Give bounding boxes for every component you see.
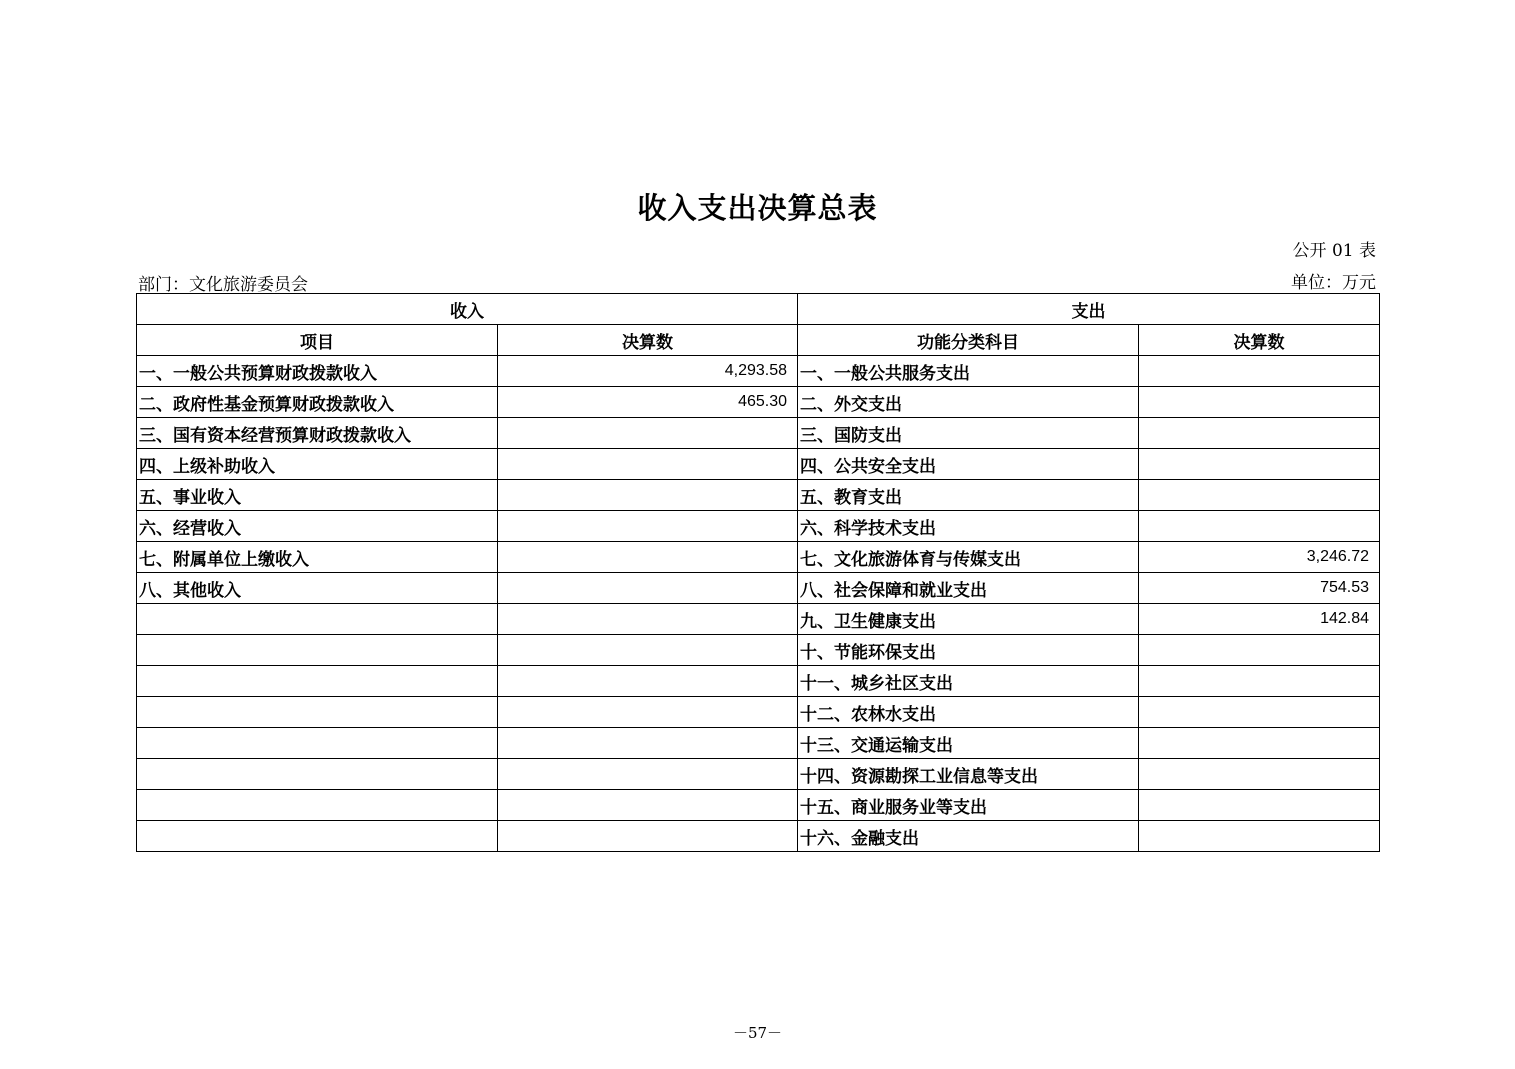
table-row <box>137 821 1380 852</box>
func-category-header: 功能分类科目 <box>798 325 1139 356</box>
table-row <box>137 790 1380 821</box>
expense-amount-cell: 754.53 <box>1139 573 1380 604</box>
income-amount-cell <box>498 542 798 573</box>
income-amount-cell <box>498 604 798 635</box>
expense-amount-cell <box>1139 697 1380 728</box>
expense-item-cell: 十二、农林水支出 <box>798 697 1139 728</box>
table-row <box>137 573 1380 604</box>
table-row <box>137 511 1380 542</box>
expense-item-cell: 十五、商业服务业等支出 <box>798 790 1139 821</box>
table-row <box>137 542 1380 573</box>
income-amount-cell <box>498 759 798 790</box>
expense-amount-cell <box>1139 728 1380 759</box>
income-item-cell <box>137 697 498 728</box>
table-row <box>137 604 1380 635</box>
income-header: 收入 <box>137 294 798 325</box>
income-amount-cell <box>498 418 798 449</box>
income-amount-cell <box>498 511 798 542</box>
expense-amount-cell <box>1139 418 1380 449</box>
income-item-cell <box>137 666 498 697</box>
income-item-cell <box>137 728 498 759</box>
table-row <box>137 418 1380 449</box>
income-item-cell <box>137 790 498 821</box>
expense-amount-cell: 142.84 <box>1139 604 1380 635</box>
expense-item-cell: 六、科学技术支出 <box>798 511 1139 542</box>
income-amount-cell <box>498 790 798 821</box>
form-number: 公开 01 表 <box>1292 241 1376 261</box>
income-amount-header: 决算数 <box>498 325 798 356</box>
expense-amount-cell <box>1139 356 1380 387</box>
expense-amount-cell <box>1139 666 1380 697</box>
expense-amount-cell <box>1139 790 1380 821</box>
income-amount-cell <box>498 728 798 759</box>
income-item-cell <box>137 759 498 790</box>
table-row <box>137 480 1380 511</box>
expense-item-cell: 五、教育支出 <box>798 480 1139 511</box>
expense-amount-header: 决算数 <box>1139 325 1380 356</box>
income-amount-cell: 4,293.58 <box>498 356 798 387</box>
table-row <box>137 728 1380 759</box>
expense-amount-cell <box>1139 759 1380 790</box>
income-item-cell: 八、其他收入 <box>137 573 498 604</box>
income-amount-cell <box>498 821 798 852</box>
expense-amount-cell <box>1139 387 1380 418</box>
income-amount-cell <box>498 635 798 666</box>
income-item-cell <box>137 635 498 666</box>
income-item-cell: 七、附属单位上缴收入 <box>137 542 498 573</box>
expense-item-cell: 十六、金融支出 <box>798 821 1139 852</box>
income-amount-cell <box>498 573 798 604</box>
item-header: 项目 <box>137 325 498 356</box>
table-row <box>137 697 1380 728</box>
expense-item-cell: 七、文化旅游体育与传媒支出 <box>798 542 1139 573</box>
income-item-cell: 五、事业收入 <box>137 480 498 511</box>
table-header-row-sub <box>137 325 1380 356</box>
expense-amount-cell <box>1139 511 1380 542</box>
expense-item-cell: 十四、资源勘探工业信息等支出 <box>798 759 1139 790</box>
table-row <box>137 666 1380 697</box>
income-amount-cell: 465.30 <box>498 387 798 418</box>
income-item-cell: 六、经营收入 <box>137 511 498 542</box>
expense-amount-cell <box>1139 449 1380 480</box>
income-item-cell: 四、上级补助收入 <box>137 449 498 480</box>
income-item-cell: 三、国有资本经营预算财政拨款收入 <box>137 418 498 449</box>
income-amount-cell <box>498 697 798 728</box>
income-item-cell: 一、一般公共预算财政拨款收入 <box>137 356 498 387</box>
income-amount-cell <box>498 480 798 511</box>
department-label: 部门：文化旅游委员会 <box>138 275 308 295</box>
income-item-cell: 二、政府性基金预算财政拨款收入 <box>137 387 498 418</box>
expense-item-cell: 三、国防支出 <box>798 418 1139 449</box>
table-header-row-top <box>137 294 1380 325</box>
expense-item-cell: 十三、交通运输支出 <box>798 728 1139 759</box>
expense-item-cell: 九、卫生健康支出 <box>798 604 1139 635</box>
income-item-cell <box>137 821 498 852</box>
expense-item-cell: 二、外交支出 <box>798 387 1139 418</box>
table-row <box>137 356 1380 387</box>
table-row <box>137 635 1380 666</box>
expense-amount-cell <box>1139 480 1380 511</box>
income-item-cell <box>137 604 498 635</box>
page-number: －57－ <box>732 1024 783 1042</box>
expense-header: 支出 <box>798 294 1380 325</box>
expense-amount-cell: 3,246.72 <box>1139 542 1380 573</box>
income-expense-table <box>136 293 1380 852</box>
expense-item-cell: 十一、城乡社区支出 <box>798 666 1139 697</box>
expense-amount-cell <box>1139 635 1380 666</box>
expense-item-cell: 四、公共安全支出 <box>798 449 1139 480</box>
table-row <box>137 387 1380 418</box>
table-row <box>137 759 1380 790</box>
unit-label: 单位：万元 <box>1291 273 1376 293</box>
expense-item-cell: 一、一般公共服务支出 <box>798 356 1139 387</box>
table-row <box>137 449 1380 480</box>
income-amount-cell <box>498 666 798 697</box>
income-amount-cell <box>498 449 798 480</box>
expense-amount-cell <box>1139 821 1380 852</box>
page-title: 收入支出决算总表 <box>637 191 878 225</box>
expense-item-cell: 十、节能环保支出 <box>798 635 1139 666</box>
expense-item-cell: 八、社会保障和就业支出 <box>798 573 1139 604</box>
